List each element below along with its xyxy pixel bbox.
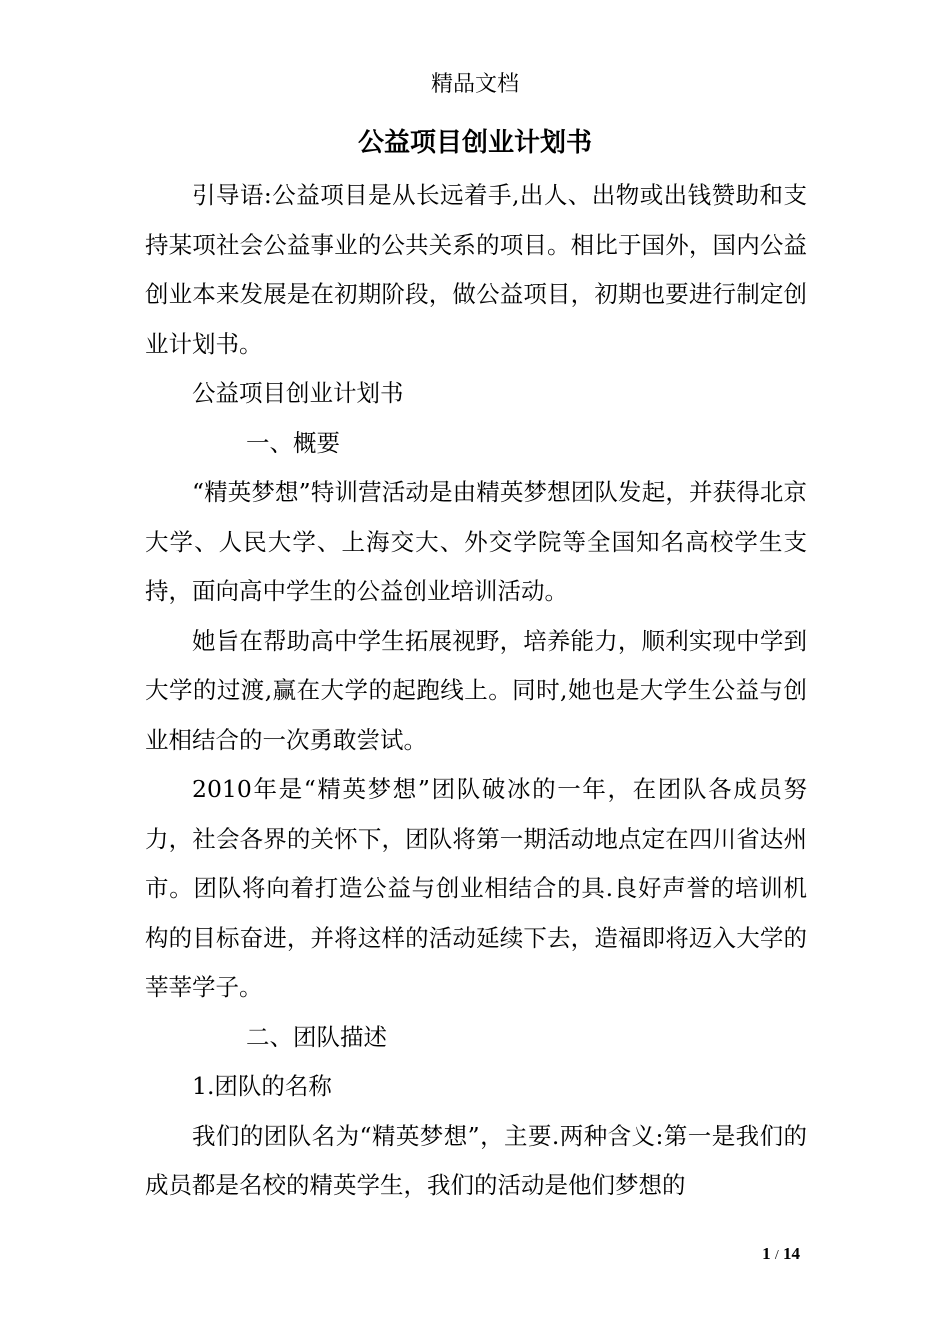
overview-paragraph-2: 她旨在帮助高中学生拓展视野，培养能力，顺利实现中学到大学的过渡,赢在大学的起跑线上。同时,她也是大学生公益与创业相结合的一次勇敢尝试。 (145, 626, 807, 754)
team-name-paragraph: 我们的团队名为“精英梦想”，主要.两种含义:第一是我们的成员都是名校的精英学生，我们的活动是他们梦想的 (145, 1121, 807, 1199)
page-number (720, 1242, 800, 1268)
page-total: 14 (783, 1244, 800, 1263)
document-header: 精品文档 (430, 72, 519, 97)
overview-paragraph-1: “精英梦想”特训营活动是由精英梦想团队发起，并获得北京大学、人民大学、上海交大、外交学院等全国知名高校学生支持，面向高中学生的公益创业培训活动。 (145, 478, 807, 605)
intro-paragraph: 引导语:公益项目是从长远着手,出人、出物或出钱赞助和支持某项社会公益事业的公共关系的项目。相比于国外，国内公益创业本来发展是在初期阶段，做公益项目，初期也要进行制定创业计划书。 (145, 181, 807, 358)
document-title: 公益项目创业计划书 (357, 128, 592, 158)
section-heading-overview: 一、概要 (246, 428, 341, 457)
overview-paragraph-3: 2010年是“精英梦想”团队破冰的一年，在团队各成员努力，社会各界的关怀下，团队将第一期活动地点定在四川省达州市。团队将向着打造公益与创业相结合的具.良好声誉的培训机构的目标奋进，并将这样的活动延续下去，造福即将迈入大学的莘莘学子。 (145, 775, 807, 1001)
subtitle-paragraph: 公益项目创业计划书 (192, 379, 404, 407)
document-body (145, 171, 807, 1211)
page-separator: / (774, 1248, 779, 1263)
subsection-heading-team-name: 1.团队的名称 (192, 1072, 332, 1100)
section-heading-team: 二、团队描述 (246, 1022, 388, 1051)
page-current: 1 (762, 1244, 771, 1263)
